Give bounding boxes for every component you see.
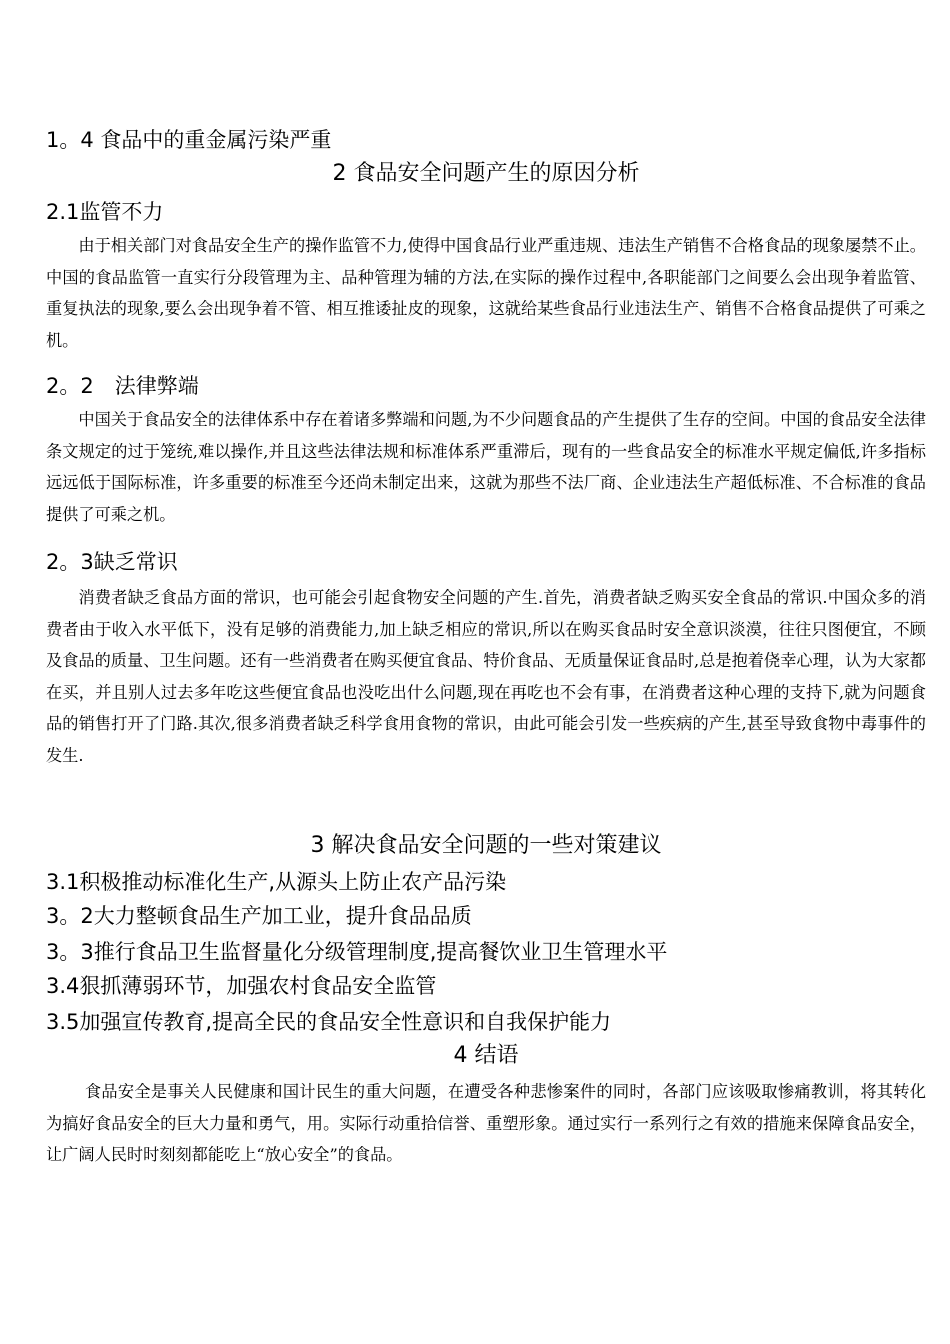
paragraph-4: 食品安全是事关人民健康和国计民生的重大问题，在遭受各种悲惨案件的同时，各部门应该吸取惨痛教训，将其转化为搞好食品安全的巨大力量和勇气，用。实际行动重拾信誉、重塑形象。通过实行一系列行之有效的措施来保障食品安全，让广阔人民时时刻刻都能吃上“放心安全”的食品。	[46, 1082, 926, 1164]
heading-section-4: 4 结语	[453, 1043, 519, 1068]
heading-3-3: 3。3推行食品卫生监督量化分级管理制度,提高餐饮业卫生管理水平	[46, 940, 668, 964]
heading-1-4: 1。4 食品中的重金属污染严重	[46, 128, 332, 152]
heading-3-5: 3.5加强宣传教育,提高全民的食品安全性意识和自我保护能力	[46, 1010, 612, 1034]
heading-3-2: 3。2大力整顿食品生产加工业，提升食品品质	[46, 904, 472, 928]
heading-section-2: 2 食品安全问题产生的原因分析	[332, 161, 640, 186]
heading-section-3: 3 解决食品安全问题的一些对策建议	[310, 833, 662, 858]
paragraph-2-3: 消费者缺乏食品方面的常识，也可能会引起食物安全问题的产生.首先，消费者缺乏购买安全食品的常识.中国众多的消费者由于收入水平低下，没有足够的消费能力,加上缺乏相应的常识,所以在购买食品时安全意识淡漠，往往只图便宜，不顾及食品的质量、卫生问题。还有一些消费者在购买便宜食品、特价食品、无质量保证食品时,总是抱着侥幸心理，认为大家都在买，并且别人过去多年吃这些便宜食品也没吃出什么问题,现在再吃也不会有事，在消费者这种心理的支持下,就为问题食品的销售打开了门路.其次,很多消费者缺乏科学食用食物的常识，由此可能会引发一些疾病的产生,甚至导致食物中毒事件的发生.	[46, 588, 926, 765]
paragraph-2-1: 由于相关部门对食品安全生产的操作监管不力,使得中国食品行业严重违规、违法生产销售不合格食品的现象屡禁不止。中国的食品监管一直实行分段管理为主、品种管理为辅的方法,在实际的操作过程中,各职能部门之间要么会出现争着监管、重复执法的现象,要么会出现争着不管、相互推诿扯皮的现象，这就给某些食品行业违法生产、销售不合格食品提供了可乘之机。	[46, 236, 926, 350]
heading-2-3: 2。3缺乏常识	[46, 550, 178, 574]
heading-2-1: 2.1监管不力	[46, 200, 164, 224]
paragraph-2-2: 中国关于食品安全的法律体系中存在着诸多弊端和问题,为不少问题食品的产生提供了生存的空间。中国的食品安全法律条文规定的过于笼统,难以操作,并且这些法律法规和标准体系严重滞后，现有的一些食品安全的标准水平规定偏低,许多指标远远低于国际标准，许多重要的标准至今还尚未制定出来，这就为那些不法厂商、企业违法生产超低标准、不合标准的食品提供了可乘之机。	[46, 410, 926, 524]
heading-3-4: 3.4狠抓薄弱环节，加强农村食品安全监管	[46, 974, 437, 998]
heading-3-1: 3.1积极推动标准化生产,从源头上防止农产品污染	[46, 870, 507, 894]
heading-2-2: 2。2 法律弊端	[46, 374, 199, 398]
